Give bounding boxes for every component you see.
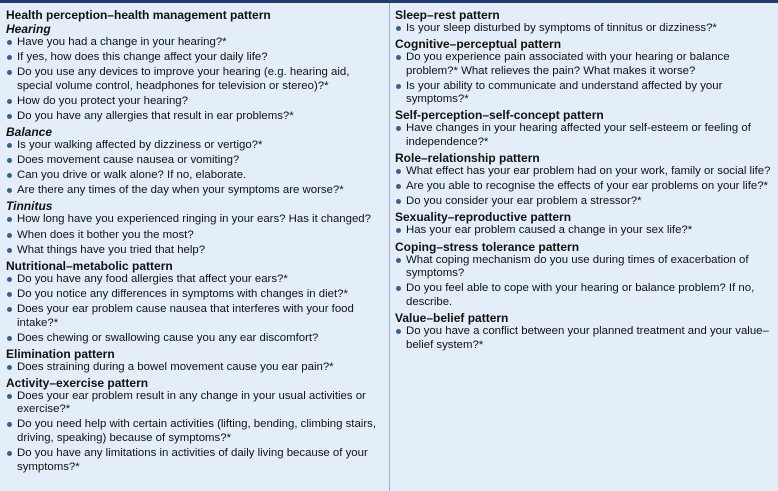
- list-item: Have changes in your hearing affected your self-esteem or feeling of independence?*: [395, 122, 772, 149]
- list-item: Are you able to recognise the effects of your ear problems on your life?*: [395, 180, 772, 194]
- subsection-title-hearing: Hearing: [6, 22, 51, 36]
- list-item: How do you protect your hearing?: [6, 95, 383, 109]
- list-item: Do you consider your ear problem a stressor?*: [395, 195, 772, 209]
- sexuality-list: [395, 224, 772, 238]
- section-title-coping: Coping–stress tolerance pattern: [395, 239, 580, 254]
- subsection-title-tinnitus: Tinnitus: [6, 199, 53, 214]
- list-item: Can you drive or walk alone? If no, elaborate.: [6, 169, 383, 183]
- coping-list: [395, 254, 772, 310]
- section-title-elimination: Elimination pattern: [6, 346, 115, 361]
- list-item: Do you have any food allergies that affect your ears?*: [6, 273, 383, 287]
- list-item: Is your walking affected by dizziness or vertigo?*: [6, 139, 383, 153]
- section-title-cognitive: Cognitive–perceptual pattern: [395, 37, 562, 52]
- hearing-list: [6, 36, 383, 124]
- list-item: Is your sleep disturbed by symptoms of tinnitus or dizziness?*: [395, 22, 772, 36]
- list-item: What things have you tried that help?: [6, 244, 383, 258]
- list-item: Do you experience pain associated with your hearing or balance problem?* What relieves the pain? What makes it worse?: [395, 51, 772, 78]
- section-title-value-belief: Value–belief pattern: [395, 310, 509, 325]
- list-item: Do you have any allergies that result in ear problems?*: [6, 110, 383, 124]
- list-item: Do you have any limitations in activities of daily living because of your symptoms?*: [6, 447, 383, 474]
- list-item: Is your ability to communicate and understand affected by your symptoms?*: [395, 80, 772, 107]
- list-item: Have you had a change in your hearing?*: [6, 36, 383, 50]
- left-column: [0, 3, 390, 491]
- list-item: Has your ear problem caused a change in your sex life?*: [395, 224, 772, 238]
- section-title-health-perception: Health perception–health management pattern: [6, 8, 271, 22]
- section-title-sleep: Sleep–rest pattern: [395, 8, 500, 22]
- role-list: [395, 165, 772, 209]
- cognitive-list: [395, 51, 772, 107]
- value-belief-list: [395, 325, 772, 352]
- list-item: Does your ear problem cause nausea that interferes with your food intake?*: [6, 303, 383, 330]
- section-title-self-perception: Self-perception–self-concept pattern: [395, 108, 604, 123]
- balance-list: [6, 139, 383, 198]
- section-title-activity: Activity–exercise pattern: [6, 375, 149, 390]
- self-perception-list: [395, 122, 772, 149]
- list-item: Does your ear problem result in any change in your usual activities or exercise?*: [6, 390, 383, 417]
- sleep-list: [395, 22, 772, 36]
- list-item: Does chewing or swallowing cause you any ear discomfort?: [6, 332, 383, 346]
- list-item: When does it bother you the most?: [6, 229, 383, 243]
- list-item: Does straining during a bowel movement cause you ear pain?*: [6, 361, 383, 375]
- section-title-nutritional: Nutritional–metabolic pattern: [6, 258, 173, 273]
- list-item: How long have you experienced ringing in your ears? Has it changed?: [6, 213, 383, 227]
- list-item: Do you have a conflict between your planned treatment and your value–belief system?*: [395, 325, 772, 352]
- subsection-title-balance: Balance: [6, 125, 53, 140]
- right-column: [390, 3, 778, 491]
- assessment-table: [0, 3, 778, 491]
- nutritional-list: [6, 273, 383, 345]
- list-item: Do you need help with certain activities (lifting, bending, climbing stairs, driving, speaking) because of symptoms?*: [6, 418, 383, 445]
- list-item: What coping mechanism do you use during times of exacerbation of symptoms?: [395, 254, 772, 281]
- section-title-role: Role–relationship pattern: [395, 151, 540, 166]
- list-item: Does movement cause nausea or vomiting?: [6, 154, 383, 168]
- elimination-list: [6, 361, 383, 375]
- list-item: What effect has your ear problem had on your work, family or social life?: [395, 165, 772, 179]
- list-item: Do you use any devices to improve your hearing (e.g. hearing aid, special volume control, headphones for television or stereo)?*: [6, 66, 383, 93]
- tinnitus-list: [6, 213, 383, 257]
- list-item: Are there any times of the day when your symptoms are worse?*: [6, 184, 383, 198]
- list-item: Do you notice any differences in symptoms with changes in diet?*: [6, 288, 383, 302]
- list-item: Do you feel able to cope with your hearing or balance problem? If no, describe.: [395, 282, 772, 309]
- activity-list: [6, 390, 383, 475]
- list-item: If yes, how does this change affect your daily life?: [6, 51, 383, 65]
- section-title-sexuality: Sexuality–reproductive pattern: [395, 210, 572, 225]
